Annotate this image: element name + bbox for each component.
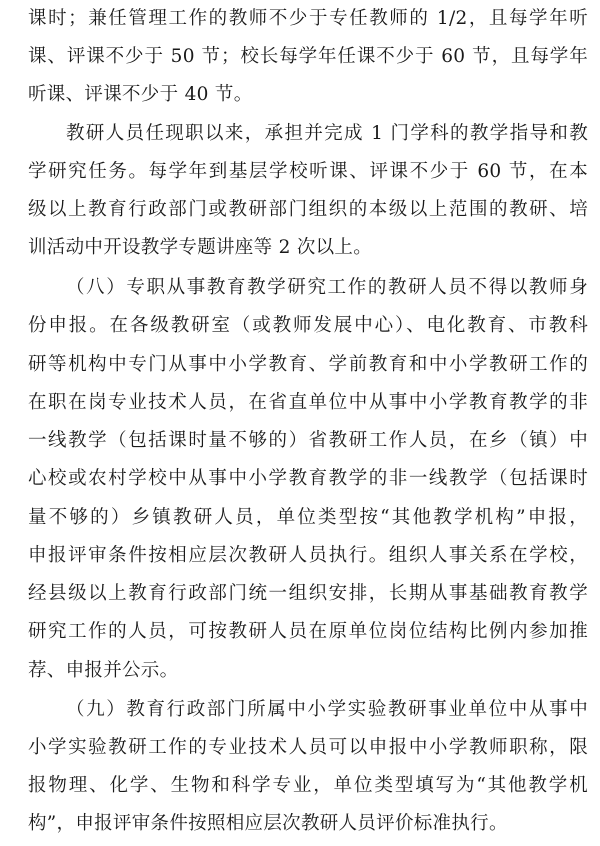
text-line: 学研究任务。每学年到基层学校听课、评课不少于 60 节，在本 [28, 161, 588, 182]
text-line: 申报评审条件按相应层次教研人员执行。组织人事关系在学校， [28, 545, 588, 566]
text-line: 荐、申报并公示。 [28, 660, 179, 681]
text-line: 在职在岗专业技术人员，在省直单位中从事中小学教育教学的非 [28, 392, 588, 413]
text-line: 训活动中开设教学专题讲座等 2 次以上。 [28, 237, 373, 258]
text-line: 研等机构中专门从事中小学教育、学前教育和中小学教研工作的 [28, 354, 588, 375]
text-line: 课时；兼任管理工作的教师不少于专任教师的 1/2，且每学年听 [28, 8, 588, 29]
text-line: 经县级以上教育行政部门统一组织安排，长期从事基础教育教学 [28, 583, 588, 604]
text-line: 级以上教育行政部门或教研部门组织的本级以上范围的教研、培 [28, 199, 588, 220]
section-heading-line: （八）专职从事教育教学研究工作的教研人员不得以教师身 [66, 277, 588, 298]
text-line: 研究工作的人员，可按教研人员在原单位岗位结构比例内参加推 [28, 621, 588, 642]
text-line: 听课、评课不少于 40 节。 [28, 84, 253, 105]
text-line: 小学实验教研工作的专业技术人员可以申报中小学教师职称，限 [28, 737, 588, 758]
text-line: 一线教学（包括课时量不够的）省教研工作人员，在乡（镇）中 [28, 430, 588, 451]
text-line: 量不够的）乡镇教研人员，单位类型按“其他教学机构”申报， [28, 507, 588, 528]
text-line: 心校或农村学校中从事中小学教育教学的非一线教学（包括课时 [28, 468, 588, 489]
section-heading-line: （九）教育行政部门所属中小学实验教研事业单位中从事中 [66, 699, 588, 720]
paragraph-start-line: 教研人员任现职以来，承担并完成 1 门学科的教学指导和教 [66, 123, 588, 144]
text-line: 构”，申报评审条件按照相应层次教研人员评价标准执行。 [28, 813, 508, 834]
text-line: 课、评课不少于 50 节；校长每学年任课不少于 60 节，且每学年 [28, 46, 588, 67]
text-line: 份申报。在各级教研室（或教师发展中心）、电化教育、市教科 [28, 315, 588, 336]
text-line: 报物理、化学、生物和科学专业，单位类型填写为“其他教学机 [28, 775, 588, 796]
